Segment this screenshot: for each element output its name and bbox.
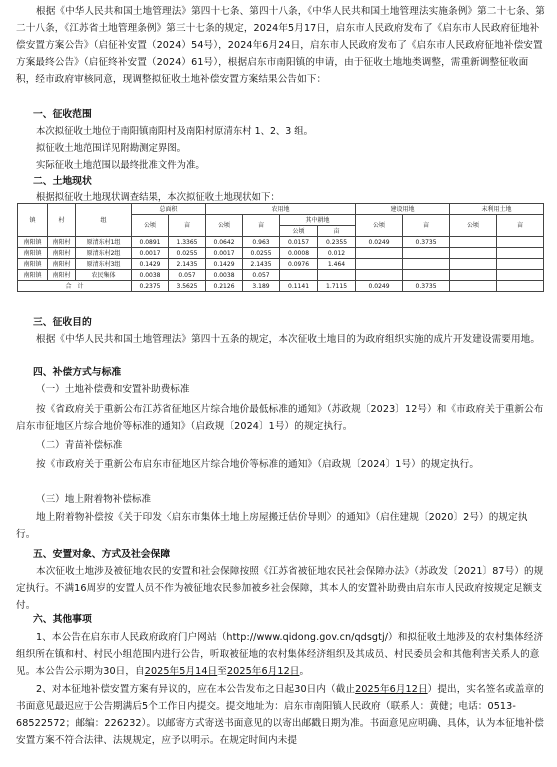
- table-cell: [450, 270, 497, 281]
- section-6-heading: 六、其他事项: [33, 614, 92, 625]
- section-2-line: 根据拟征收土地现状调查结果，本次拟征收土地现状如下：: [36, 192, 280, 203]
- table-cell: 南阳村: [48, 237, 76, 248]
- table-cell: 原清东村3组: [76, 259, 132, 270]
- table-cell: 0.012: [318, 248, 356, 259]
- table-cell: [450, 248, 497, 259]
- table-cell: 农民集体: [76, 270, 132, 281]
- table-cell: 0.1141: [280, 281, 318, 292]
- table-row: [18, 248, 544, 259]
- table-cell: 0.0891: [132, 237, 169, 248]
- table-cell: [497, 237, 544, 248]
- total-label: 合 计: [18, 281, 132, 292]
- table-cell: [403, 248, 450, 259]
- col-construction-header: 建设用地: [356, 204, 450, 215]
- unit-header: 亩: [403, 215, 450, 237]
- unit-header: 公顷: [206, 215, 243, 237]
- table-cell: 2.1435: [243, 259, 280, 270]
- table-cell: 0.0017: [206, 248, 243, 259]
- section-1-line-1: 本次拟征收土地位于南阳镇南阳村及南阳村原清东村 1、2、3 组。: [36, 126, 313, 137]
- cultivated-header: 其中耕地: [280, 215, 356, 226]
- table-cell: 0.1429: [206, 259, 243, 270]
- item-1-text: 1、本公告在启东市人民政府政府门户网站（: [36, 632, 227, 643]
- table-cell: 南阳村: [48, 270, 76, 281]
- table-cell: 0.0249: [356, 237, 403, 248]
- table-cell: 0.1429: [132, 259, 169, 270]
- section-3-heading: 三、征收目的: [33, 317, 92, 328]
- table-row: [18, 259, 544, 270]
- end-date: 2025年6月12日: [226, 666, 300, 677]
- table-cell: 0.2375: [132, 281, 169, 292]
- table-cell: 0.0255: [169, 248, 206, 259]
- table-cell: 0.0038: [206, 270, 243, 281]
- section-1-line-2: 拟征收土地范围详见附勘测定界图。: [36, 143, 187, 154]
- section-2-heading: 二、土地现状: [33, 176, 92, 187]
- table-cell: 0.057: [243, 270, 280, 281]
- table-cell: 0.2126: [206, 281, 243, 292]
- section-4-text-1: 按《省政府关于重新公布江苏省征地区片综合地价最低标准的通知》（苏政规〔2023〕12号）和《市政府关于重新公布启东市征地区片综合地价等标准的通知》（启政规〔2024〕1号）的规定执行。: [16, 404, 544, 432]
- table-cell: 1.3365: [169, 237, 206, 248]
- section-1-heading: 一、征收范围: [33, 109, 92, 120]
- table-cell: [356, 259, 403, 270]
- table-cell: 1.7115: [318, 281, 356, 292]
- table-cell: 0.3735: [403, 237, 450, 248]
- table-cell: 3.189: [243, 281, 280, 292]
- section-4-text-2: 按《市政府关于重新公布启东市征地区片综合地价等标准的通知》（启政规〔2024〕1号）的规定执行。: [36, 459, 480, 470]
- unit-header: 公顷: [132, 215, 169, 237]
- col-group-header: 组: [76, 204, 132, 237]
- col-unused-header: 未利用土地: [450, 204, 544, 215]
- table-cell: [450, 259, 497, 270]
- table-cell: [403, 259, 450, 270]
- table-cell: 0.0008: [280, 248, 318, 259]
- col-village-header: 村: [48, 204, 76, 237]
- table-cell: [497, 270, 544, 281]
- table-cell: 3.5625: [169, 281, 206, 292]
- table-cell: [356, 270, 403, 281]
- table-cell: 0.0157: [280, 237, 318, 248]
- start-date: 2025年5月14日: [144, 666, 218, 677]
- item-1-text: 。: [299, 666, 310, 677]
- table-cell: [497, 281, 544, 292]
- item-1-text: ）和拟征收土地涉及的农村集体经济组织所在镇和村、村民小组范围内进行公告，听取被征地的农村集体经济组织及其成员、村民委员会和其他利害关系人的意见。本公告公示期为30日，自: [16, 632, 544, 677]
- section-5-heading: 五、安置对象、方式及社会保障: [33, 549, 171, 560]
- table-cell: 南阳镇: [18, 248, 48, 259]
- unit-header: 亩: [169, 215, 206, 237]
- table-cell: 0.057: [169, 270, 206, 281]
- section-4-text-3: 地上附着物补偿按《关于印发〈启东市集体土地上房屋搬迁估价导则〉的通知》（启住建规〔2020〕2号）的规定执行。: [16, 512, 528, 540]
- table-cell: [318, 270, 356, 281]
- col-agri-header: 农用地: [206, 204, 356, 215]
- section-4-heading: 四、补偿方式与标准: [33, 367, 122, 378]
- section-6-item-1: [16, 629, 545, 680]
- item-2-text: ）提出，实名签名或盖章的书面意见最迟应于公告期满后5个工作日内提交。提交地址为：启东市南阳镇人民政府（联系人：黄健；电话：0513-68522572；邮编：226232）。以邮寄方式寄送书面意见的以寄出邮戳日期为准。书面意见应明确、具体，认为本征地补偿安置方案不符合法律、法规规定，应予以明示。在规定时间内未提: [16, 684, 544, 746]
- table-cell: 0.2355: [318, 237, 356, 248]
- table-cell: [280, 270, 318, 281]
- table-cell: [356, 248, 403, 259]
- unit-header: 亩: [243, 215, 280, 237]
- unit-header: 公顷: [450, 215, 497, 237]
- table-cell: [497, 248, 544, 259]
- table-cell: 2.1435: [169, 259, 206, 270]
- section-4-sub-3: （三）地上附着物补偿标准: [36, 494, 152, 505]
- section-1-line-3: 实际征收土地范围以最终批准文件为准。: [36, 160, 205, 171]
- land-status-table: [17, 203, 544, 292]
- table-cell: 0.0249: [356, 281, 403, 292]
- portal-link[interactable]: http://www.qidong.gov.cn/qdsgtj/: [226, 632, 389, 643]
- table-cell: 0.0976: [280, 259, 318, 270]
- intro-paragraph: 根据《中华人民共和国土地管理法》第四十七条、第四十八条，《中华人民共和国土地管理法实施条例》第二十七条、第二十八条，《江苏省土地管理条例》第三十七条的规定，2024年5月17日，启东市人民政府发布了《启东市人民政府征地补偿安置方案公告》（启征补安置（2024）54号），2024年6月24日，启东市人民政府发布了《启东市人民政府征地补偿安置方案最终公告》（启征终补安置（2024）61号），根据启东市南阳镇的申请，由于征收土地地类调整，需重新调整征收面积，经市政府审核同意，现调整拟征收土地补偿安置方案结果公告如下：: [16, 6, 545, 85]
- table-cell: 0.963: [243, 237, 280, 248]
- table-cell: 0.0038: [132, 270, 169, 281]
- table-cell: 原清东村2组: [76, 248, 132, 259]
- unit-header: 公顷: [280, 226, 318, 237]
- table-cell: 南阳村: [48, 259, 76, 270]
- col-total-area-header: 总面积: [132, 204, 206, 215]
- table-row: [18, 237, 544, 248]
- table-cell: 0.0017: [132, 248, 169, 259]
- table-cell: 原清东村1组: [76, 237, 132, 248]
- table-cell: [450, 237, 497, 248]
- table-cell: 0.3735: [403, 281, 450, 292]
- table-cell: [403, 270, 450, 281]
- table-cell: 南阳村: [48, 248, 76, 259]
- table-cell: 1.464: [318, 259, 356, 270]
- section-6-item-2: [16, 681, 545, 749]
- section-4-sub-2: （二）青苗补偿标准: [36, 440, 123, 451]
- table-cell: [497, 259, 544, 270]
- table-cell: 南阳镇: [18, 259, 48, 270]
- table-row: [18, 270, 544, 281]
- table-total-row: [18, 281, 544, 292]
- item-2-text: 2、对本征地补偿安置方案有异议的，应在本公告发布之日起30日内（截止: [36, 684, 356, 695]
- section-5-text: 本次征收土地涉及被征地农民的安置和社会保障按照《江苏省被征地农民社会保障办法》（苏政发〔2021〕87号）的规定执行。不满16周岁的安置人员不作为被征地农民参加被乡社会保障，其本人的安置补助费由启东市人民政府按规定足额支付。: [16, 566, 544, 611]
- table-cell: 南阳镇: [18, 270, 48, 281]
- table-cell: 南阳镇: [18, 237, 48, 248]
- item-1-text: 至: [217, 666, 227, 677]
- table-cell: 0.0642: [206, 237, 243, 248]
- deadline-date: 2025年6月12日: [355, 684, 428, 695]
- unit-header: 公顷: [356, 215, 403, 237]
- unit-header: 亩: [497, 215, 544, 237]
- table-cell: [450, 281, 497, 292]
- section-4-sub-1: （一）土地补偿费和安置补助费标准: [36, 384, 190, 395]
- table-cell: 0.0255: [243, 248, 280, 259]
- section-3-text: 根据《中华人民共和国土地管理法》第四十五条的规定，本次征收土地目的为政府组织实施的成片开发建设需要用地。: [36, 334, 541, 345]
- col-town-header: 镇: [18, 204, 48, 237]
- unit-header: 亩: [318, 226, 356, 237]
